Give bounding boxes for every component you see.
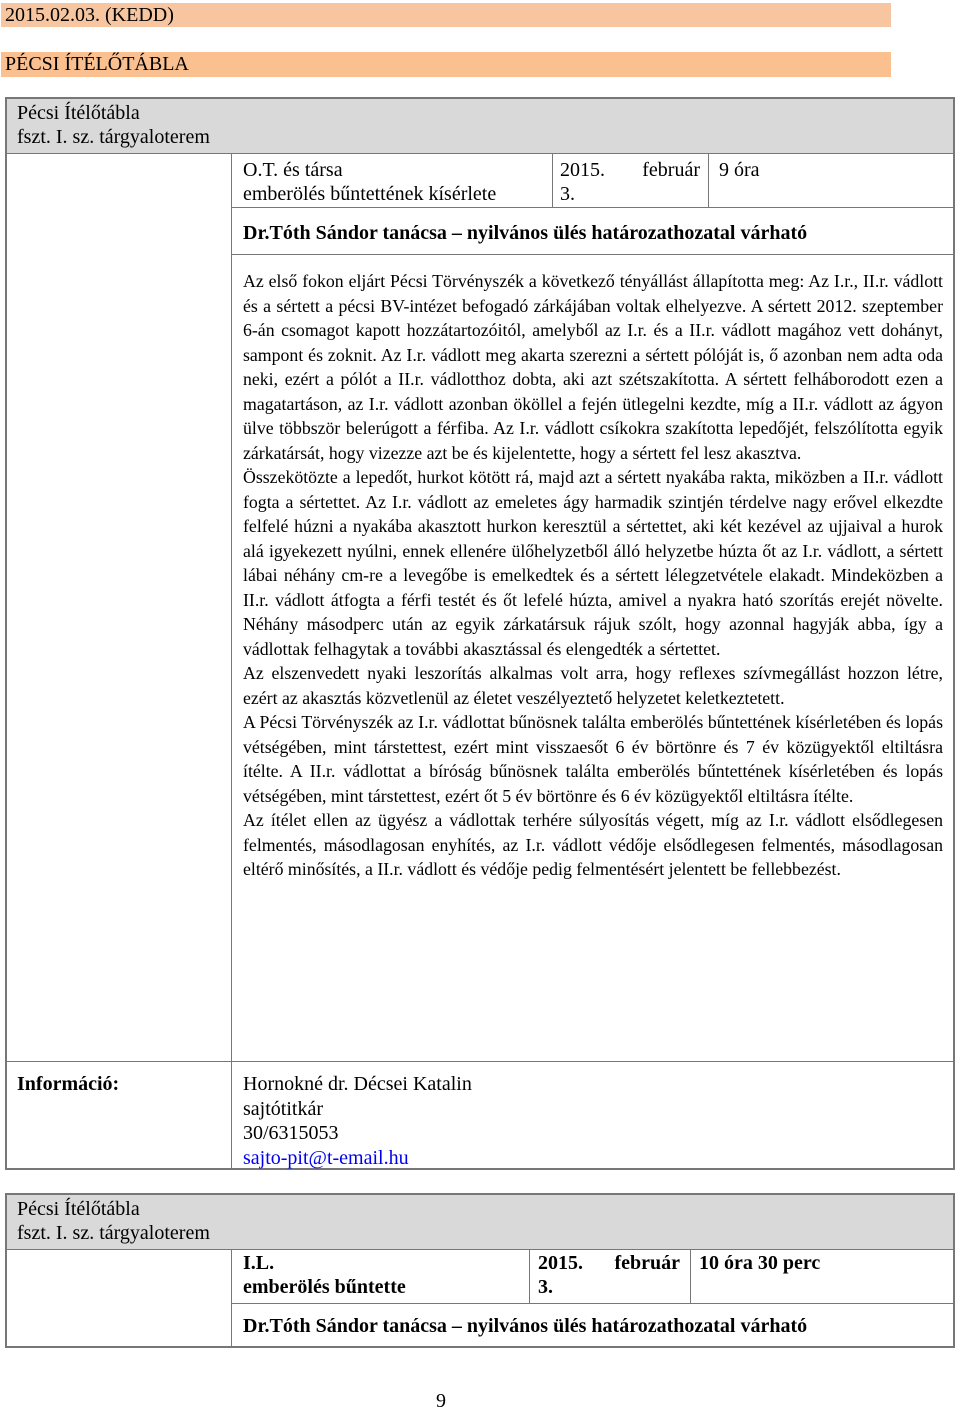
column-divider: [231, 1249, 232, 1346]
case-summary: [243, 269, 943, 882]
hearing-date-line2: 3.: [538, 1276, 553, 1298]
summary-paragraph: A Pécsi Törvényszék az I.r. vádlottat bűnösnek találta emberölés bűntettének kísérletében és lopás vétségében, mint társtettest, ezért mint visszaesőt 6 év börtönre és 7 év közügyektől eltiltásra ítélte. A II.r. vádlottat a bíróság bűnösnek találta emberölés bűntettének kísérletében és lopás vétségében, mint társtettest, ezért őt 5 év börtönre és 6 év közügyektől eltiltásra ítélte.: [243, 712, 943, 806]
summary-paragraph: Az ítélet ellen az ügyész a vádlottak terhére súlyosítás végett, míg az I.r. vádlott elsődlegesen felmentés, másodlagosan enyhítés, az I.r. vádlott védője elsődlegesen felmentés, másodlagosan eltérő minősítés, a II.r. vádlott és védője pedig felmentésért jelentett be fellebbezést.: [243, 810, 943, 879]
row-divider: [231, 254, 953, 255]
defendant-name: I.L.: [243, 1252, 275, 1274]
location-court: Pécsi Ítélőtábla: [17, 1198, 140, 1220]
page-number: 9: [436, 1390, 446, 1412]
case-block-2: [5, 1193, 955, 1348]
defendant-name: O.T. és társa: [243, 159, 343, 181]
date-bar: 2015.02.03. (KEDD): [1, 3, 891, 27]
contact-name: Hornokné dr. Décsei Katalin: [243, 1073, 472, 1095]
hearing-date-line1: 2015. február: [538, 1252, 680, 1274]
hearing-time: 10 óra 30 perc: [699, 1252, 821, 1274]
hearing-date-line2: 3.: [560, 183, 575, 205]
hearing-time: 9 óra: [719, 159, 760, 181]
panel-info: Dr.Tóth Sándor tanácsa – nyilvános ülés határozathozatal várható: [243, 222, 808, 244]
panel-info: Dr.Tóth Sándor tanácsa – nyilvános ülés határozathozatal várható: [243, 1315, 808, 1337]
court-name-bar: PÉCSI ÍTÉLŐTÁBLA: [1, 52, 891, 77]
case-location-header: [7, 99, 953, 154]
contact-email-link[interactable]: sajto-pit@t-email.hu: [243, 1146, 409, 1169]
hearing-date-line1: 2015. február: [560, 159, 700, 181]
summary-paragraph: Összekötözte a lepedőt, hurkot kötött rá, majd azt a sértett nyakába rakta, miközben a II.r. vádlott fogta a sértettet. Az I.r. vádlott az emeletes ágy harmadik szintjén térdelve nagy erővel elkezdte felfelé húzni a nyakába akasztott hurkon keresztül a sértettet, aki két kezével az ujjaival a hurok alá igyekezett nyúlni, ennek ellenére ülőhelyzetből álló helyzetbe húzta őt az I.r. vádlott, a sértett lábai néhány cm-re a levegőbe is emelkedtek és a sértett lélegzetvétele elakadt. Mindeközben a II.r. vádlott átfogta a férfi testét és őt lefelé húzta, amivel a nyakra ható szorítás erejét növelte. Néhány másodperc után az egyik zárkatársuk rájuk szólt, hogy azonnal hagyják abba, így a vádlottak felhagytak a további akasztással és elengedték a sértettet.: [243, 467, 943, 659]
summary-paragraph: Az első fokon eljárt Pécsi Törvényszék a következő tényállást állapította meg: Az I.r., II.r. vádlott és a sértett a pécsi BV-intézet befogadó zárkájában voltak elhelyezve. A sértett 2012. szeptember 6-án csomagot kapott hozzátartozóitól, amelyből az I.r. és a II.r. vádlott magához vett dohányt, sampont és zoknit. Az I.r. vádlott meg akarta szerezni a sértett pólóját is, ő azonban nem adta oda neki, ezért a pólót a II.r. vádlotthoz dobta, aki azt szétszakította. A sértett felháborodott ezen a magatartáson, az I.r. vádlott azonban ököllel a fején ütlegelni kezdte, míg a II.r. vádlott az ágyon ülve többször belerúgott a férfiba. Az I.r. vádlott csíkokra szakította lepedőjét, felszólította egyik zárkatársát, hogy vizezze azt be és kijelentette, hogy a sértett fel lesz akasztva.: [243, 271, 943, 463]
info-row-divider: [7, 1061, 953, 1062]
contact-role: sajtótitkár: [243, 1097, 323, 1120]
row-divider: [231, 1303, 953, 1304]
location-room: fszt. I. sz. tárgyaloterem: [17, 126, 210, 148]
location-room: fszt. I. sz. tárgyaloterem: [17, 1222, 210, 1244]
contact-phone: 30/6315053: [243, 1122, 339, 1144]
charge: emberölés bűntette: [243, 1276, 406, 1298]
summary-paragraph: Az elszenvedett nyaki leszorítás alkalmas volt arra, hogy reflexes szívmegállást hozzon létre, ezért az akasztás közvetlenül az életet veszélyeztető helyzetet keletkeztetett.: [243, 663, 943, 708]
location-court: Pécsi Ítélőtábla: [17, 102, 140, 124]
charge: emberölés bűntettének kísérlete: [243, 183, 497, 205]
case-block-1: [5, 97, 955, 1170]
row-divider: [231, 207, 953, 208]
info-label: Információ:: [17, 1073, 120, 1095]
case-location-header: [7, 1195, 953, 1250]
press-contact: [243, 1072, 472, 1170]
column-divider: [231, 153, 232, 1168]
